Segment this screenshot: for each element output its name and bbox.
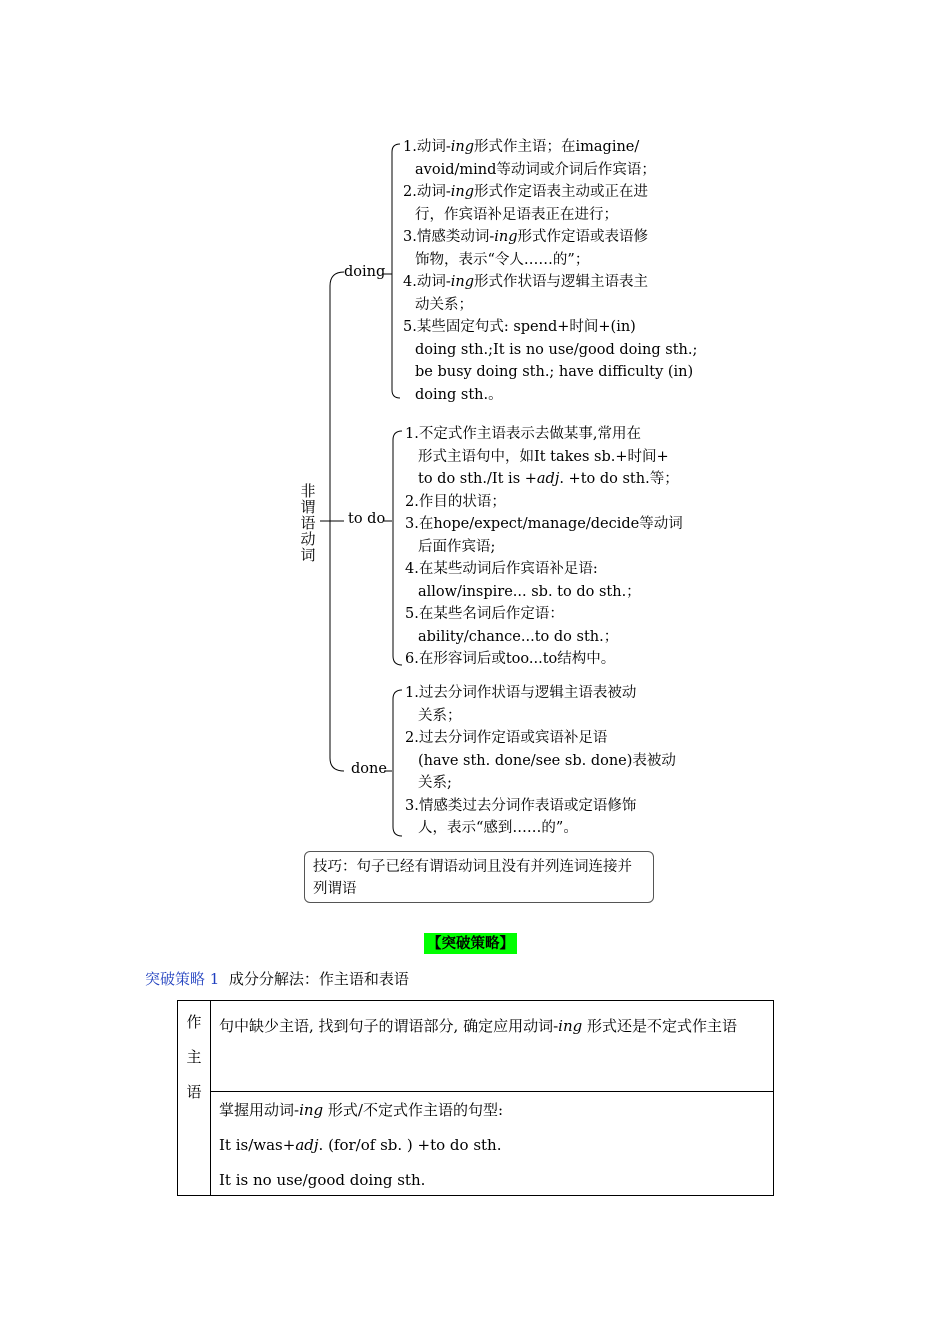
section-title: 【突破策略】	[424, 933, 517, 954]
list-item: 5.某些固定句式: spend+时间+(in)	[403, 319, 636, 335]
list-item: 6.在形容词后或too...to结构中。	[405, 651, 616, 667]
list-item: 3.情感类动词-ing形式作定语或表语修	[403, 229, 648, 245]
list-item: ability/chance...to do sth.；	[418, 628, 619, 645]
list-item: to do sth./It is +adj. +to do sth.等；	[418, 471, 679, 487]
strategy-table	[177, 1000, 774, 1196]
list-item: avoid/mind等动词或介词后作宾语；	[415, 161, 656, 178]
list-item: 1.动词-ing形式作主语；在imagine/	[403, 139, 640, 155]
doing-bracket	[392, 144, 400, 398]
list-item: 2.作目的状语；	[405, 493, 506, 510]
list-item: 人，表示“感到……的”。	[418, 820, 578, 836]
list-item: doing sth.;It is no use/good doing sth.;	[415, 341, 698, 358]
tree-root-label: 非 谓 语 动 词	[300, 482, 316, 564]
table-row: 句中缺少主语, 找到句子的谓语部分, 确定应用动词-ing 形式还是不定式作主语	[219, 1017, 737, 1035]
list-item: 4.动词-ing形式作状语与逻辑主语表主	[403, 274, 648, 290]
strategy-text: 成分分解法：作主语和表语	[228, 970, 409, 988]
done-bracket	[393, 690, 402, 836]
list-item: allow/inspire... sb. to do sth.；	[418, 583, 641, 600]
list-item: be busy doing sth.; have difficulty (in)	[415, 364, 694, 380]
list-item: 3.在hope/expect/manage/decide等动词	[405, 516, 683, 532]
branch-doing-label: doing	[344, 264, 386, 280]
list-item: 形式主语句中，如It takes sb.+时间+	[418, 448, 669, 465]
list-item: 关系；	[418, 707, 462, 724]
branch-done-label: done	[351, 761, 387, 777]
list-item: doing sth.。	[415, 386, 503, 403]
list-item: 2.过去分词作定语或宾语补足语	[405, 730, 608, 746]
list-item: (have sth. done/see sb. done)表被动	[418, 752, 676, 769]
table-row: 掌握用动词-ing 形式/不定式作主语的句型: It is/was+adj. (for/of sb. ) +to do sth. It is no use/good doing sth.	[219, 1101, 504, 1189]
strategy-heading	[145, 968, 409, 989]
list-item: 1.不定式作主语表示去做某事,常用在	[405, 426, 641, 442]
list-item: 4.在某些动词后作宾语补足语:	[405, 561, 598, 577]
strategy-label: 突破策略 1	[145, 970, 220, 988]
list-item: 2.动词-ing形式作定语表主动或正在进	[403, 184, 648, 200]
tip-box: 技巧：句子已经有谓语动词且没有并列连词连接并列谓语	[304, 851, 654, 903]
table-header: 作 主 语	[186, 1013, 202, 1101]
todo-bracket	[393, 431, 402, 665]
list-item: 1.过去分词作状语与逻辑主语表被动	[405, 685, 637, 701]
list-item: 3.情感类过去分词作表语或定语修饰	[405, 797, 637, 814]
list-item: 动关系；	[415, 296, 473, 313]
list-item: 5.在某些名词后作定语：	[405, 606, 564, 622]
list-item: 行，作宾语补足语表正在进行；	[415, 206, 618, 223]
branch-todo-label: to do	[348, 511, 386, 527]
list-item: 后面作宾语;	[418, 538, 496, 555]
list-item: 关系;	[418, 775, 452, 791]
list-item: 饰物，表示“令人……的”；	[415, 251, 590, 268]
